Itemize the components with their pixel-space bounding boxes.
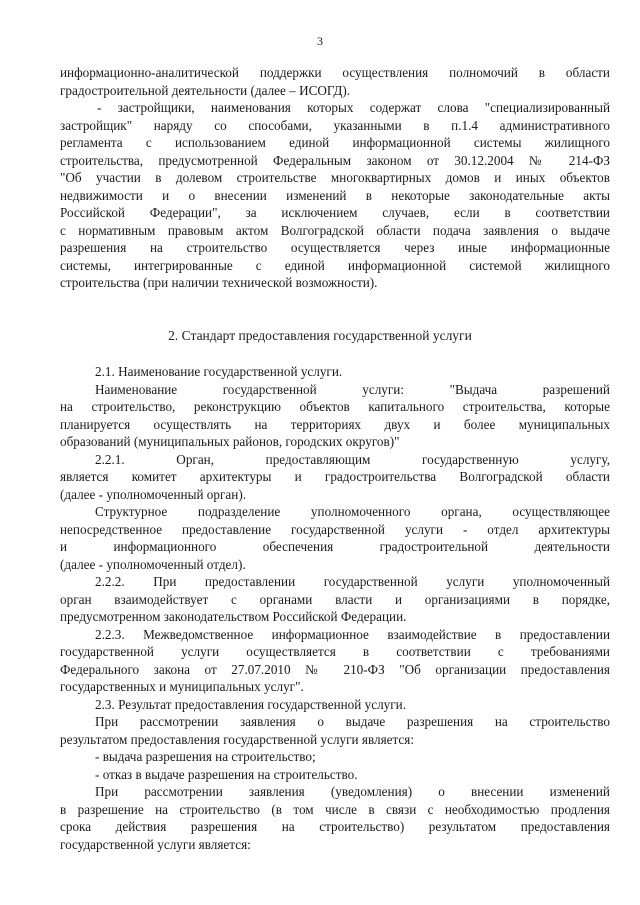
text-line: является комитет архитектуры и градостроительства Волгоградской области xyxy=(60,469,610,484)
text-line: разрешения на строительство осуществляется через иные информационные xyxy=(60,240,610,255)
text-line: срока действия разрешения на строительство) результатом предоставления xyxy=(60,819,610,834)
section-1-text xyxy=(60,64,610,292)
text-line: в разрешение на строительство (в том числе в связи с необходимостью продления xyxy=(60,801,610,817)
text-line: информационно-аналитической поддержки осуществления полномочий в области xyxy=(60,65,610,80)
text-line: - выдача разрешения на строительство; xyxy=(95,749,316,764)
text-line: При рассмотрении заявления (уведомления) о внесении изменений xyxy=(95,784,610,799)
text-line: 2.2.1. Орган, предоставляющим государственную услугу, xyxy=(95,451,610,467)
text-line: образований (муниципальных районов, городских округов)" xyxy=(60,434,400,449)
text-line: застройщик" наряду со способами, указанными в п.1.4 административного xyxy=(60,117,610,133)
text-line: Российской Федерации", за исключением случаев, если в соответствии xyxy=(60,205,610,220)
text-line: 2.3. Результат предоставления государственной услуги. xyxy=(95,696,407,712)
text-line: Наименование государственной услуги: "Выдача разрешений xyxy=(95,381,610,397)
text-line: Структурное подразделение уполномоченного органа, осуществляющее xyxy=(95,504,610,519)
text-line: результатом предоставления государственной услуги является: xyxy=(60,731,415,747)
text-line: 2.2.3. Межведомственное информационное взаимодействие в предоставлении xyxy=(95,626,610,642)
text-line: планируется осуществлять на территориях двух и более муниципальных xyxy=(60,416,610,432)
text-line: градостроительной деятельности (далее – ИСОГД). xyxy=(60,82,351,98)
text-line: системы, интегрированные с единой информационной системой жилищного xyxy=(60,257,610,273)
text-line: 2.1. Наименование государственной услуги. xyxy=(95,364,343,379)
text-line: с нормативным правовым актом Волгоградской области подача заявления о выдаче xyxy=(60,222,610,238)
text-line: недвижимости и о внесении изменений в некоторые законодательные акты xyxy=(60,187,610,203)
text-line: предусмотренном законодательством Российской Федерации. xyxy=(60,609,407,624)
text-line: Федерального закона от 27.07.2010 № 210-ФЗ "Об организации предоставления xyxy=(60,661,610,677)
text-line: государственных и муниципальных услуг". xyxy=(60,679,304,694)
text-line: орган взаимодействует с органами власти и организациями в порядке, xyxy=(60,591,610,607)
text-line: "Об участии в долевом строительстве многоквартирных домов и иных объектов xyxy=(60,170,610,185)
text-line: (далее - уполномоченный отдел). xyxy=(60,556,246,572)
text-line: строительства, предусмотренной Федеральным законом от 30.12.2004 № 214-ФЗ xyxy=(60,152,610,168)
text-line: строительства (при наличии технической возможности). xyxy=(60,275,378,290)
text-line: При рассмотрении заявления о выдаче разрешения на строительство xyxy=(95,714,610,729)
text-line: - застройщики, наименования которых содержат слова "специализированный xyxy=(97,100,610,115)
section-2-text xyxy=(60,363,610,853)
text-line: на строительство, реконструкцию объектов капитального строительства, которые xyxy=(60,399,610,414)
text-line: государственной услуги является: xyxy=(60,836,251,852)
page-number: 3 xyxy=(317,34,323,48)
text-line: регламента с использованием единой информационной системы жилищного xyxy=(60,135,610,150)
text-line: - отказ в выдаче разрешения на строительство. xyxy=(95,766,358,782)
text-line: непосредственное предоставление государственной услуги - отдел архитектуры xyxy=(60,521,610,537)
text-line: и информационного обеспечения градостроительной деятельности xyxy=(60,539,610,554)
text-line: (далее - уполномоченный орган). xyxy=(60,486,247,502)
text-line: государственной услуги осуществляется в соответствии с требованиями xyxy=(60,644,610,659)
section-2-heading: 2. Стандарт предоставления государственной услуги xyxy=(168,328,472,343)
text-line: 2.2.2. При предоставлении государственной услуги уполномоченный xyxy=(95,574,610,589)
